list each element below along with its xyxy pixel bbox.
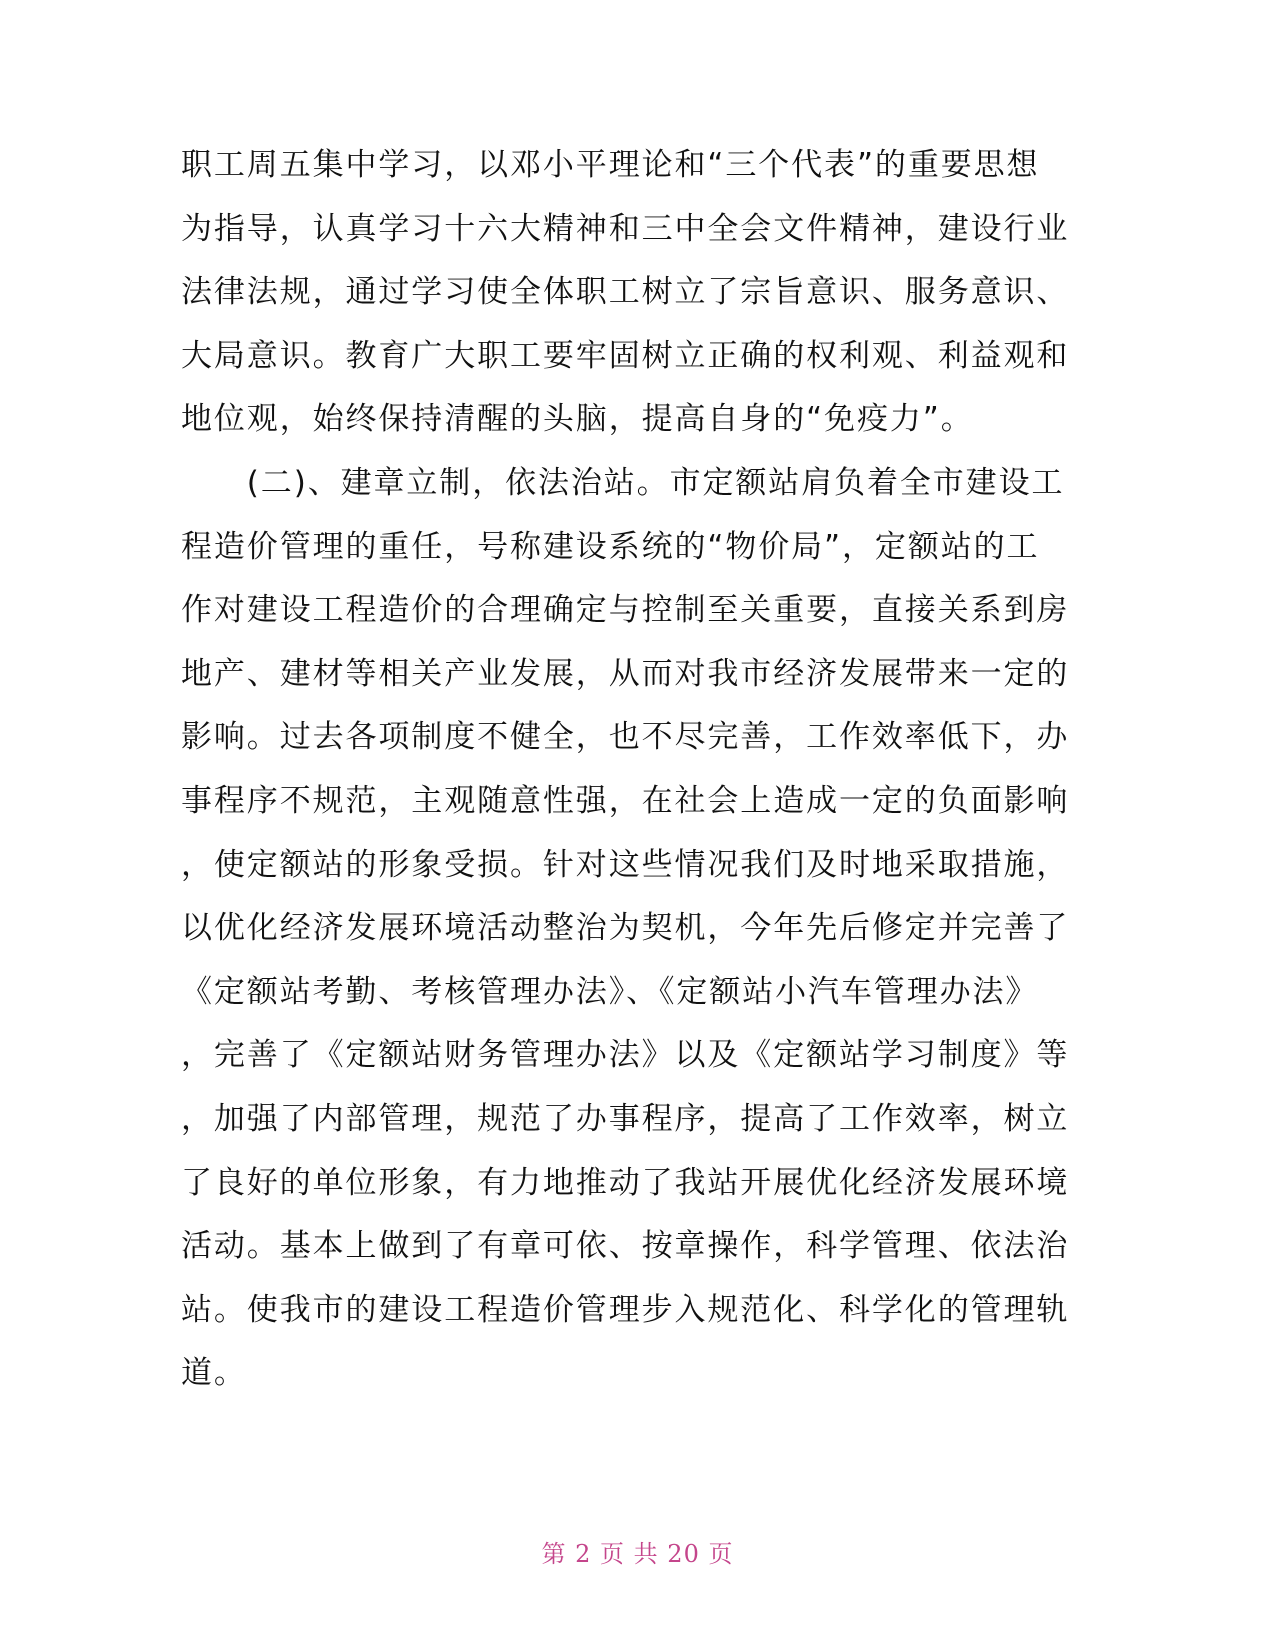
text-line: 《定额站考勤、考核管理办法》、《定额站小汽车管理办法》 bbox=[181, 973, 1039, 1010]
text-line: (二)、建章立制，依法治站。市定额站肩负着全市建设工 bbox=[181, 464, 1065, 501]
text-line: 职工周五集中学习，以邓小平理论和“三个代表”的重要思想 bbox=[181, 147, 1040, 183]
text-line: ，加强了内部管理，规范了办事程序，提高了工作效率，树立 bbox=[181, 1100, 1070, 1137]
page-footer: 第 2 页 共 20 页 bbox=[541, 1540, 734, 1568]
text-line: 道。 bbox=[181, 1355, 247, 1392]
text-line: 法律法规，通过学习使全体职工树立了宗旨意识、服务意识、 bbox=[181, 274, 1070, 311]
text-line: 活动。基本上做到了有章可依、按章操作，科学管理、依法治 bbox=[181, 1228, 1070, 1265]
text-line: 以优化经济发展环境活动整治为契机，今年先后修定并完善了 bbox=[181, 910, 1070, 947]
text-line: 为指导，认真学习十六大精神和三中全会文件精神，建设行业 bbox=[181, 210, 1070, 247]
text-line: 事程序不规范，主观随意性强，在社会上造成一定的负面影响 bbox=[181, 782, 1070, 819]
text-line: 作对建设工程造价的合理确定与控制至关重要，直接关系到房 bbox=[181, 592, 1070, 629]
text-line: ，使定额站的形象受损。针对这些情况我们及时地采取措施， bbox=[181, 846, 1070, 883]
text-line: 地位观，始终保持清醒的头脑，提高自身的“免疫力”。 bbox=[181, 401, 974, 438]
text-line: 程造价管理的重任，号称建设系统的“物价局”，定额站的工 bbox=[181, 528, 1040, 565]
text-line: 站。使我市的建设工程造价管理步入规范化、科学化的管理轨 bbox=[181, 1291, 1070, 1328]
text-line: ，完善了《定额站财务管理办法》以及《定额站学习制度》等 bbox=[181, 1037, 1070, 1074]
text-line: 地产、建材等相关产业发展，从而对我市经济发展带来一定的 bbox=[181, 655, 1070, 692]
text-line: 了良好的单位形象，有力地推动了我站开展优化经济发展环境 bbox=[181, 1164, 1070, 1201]
text-line: 影响。过去各项制度不健全，也不尽完善，工作效率低下，办 bbox=[181, 719, 1070, 756]
text-line: 大局意识。教育广大职工要牢固树立正确的权利观、利益观和 bbox=[181, 337, 1070, 374]
body-text bbox=[181, 134, 1101, 1406]
